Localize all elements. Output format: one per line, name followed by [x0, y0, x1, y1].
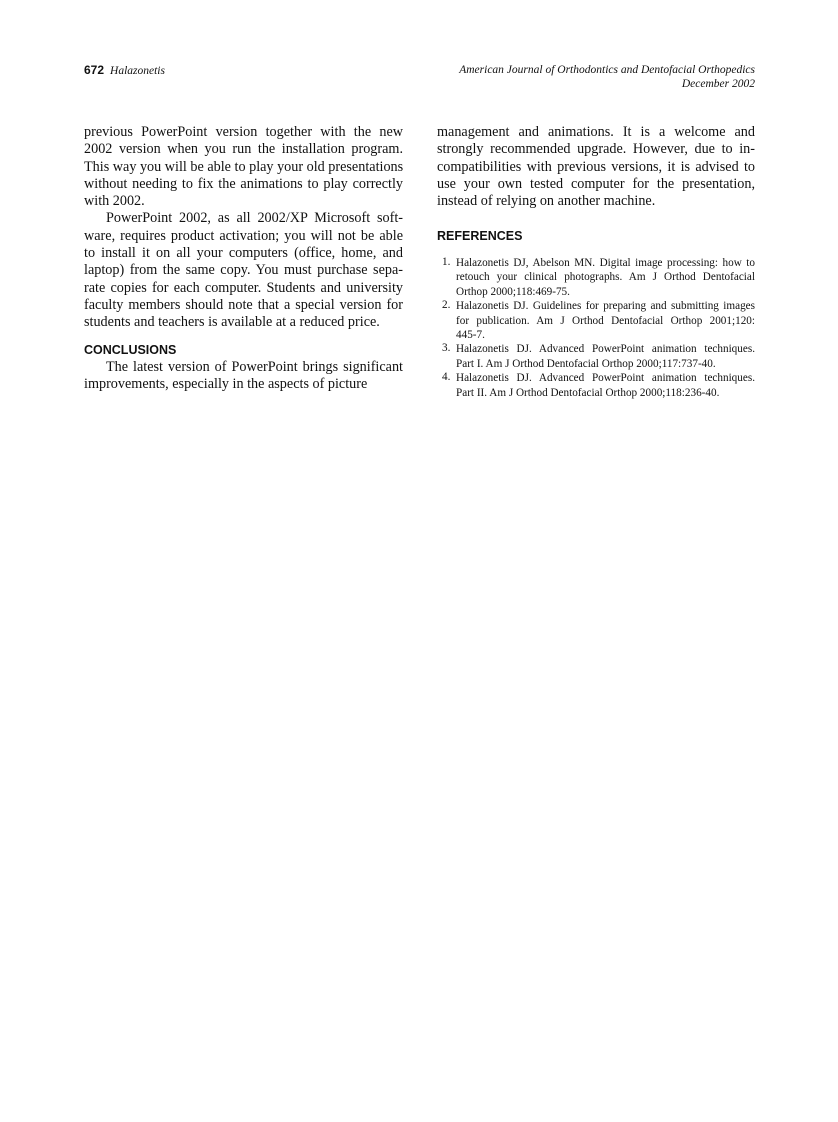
- paragraph-line: use your own tested computer for the presentation,: [437, 175, 755, 192]
- reference-number: 3.: [442, 342, 451, 355]
- right-column: [437, 124, 755, 210]
- reference-line: for publication. Am J Orthod Dentofacial Orthop 2001;120:: [456, 314, 755, 327]
- reference-line: Orthop 2000;118:469-75.: [456, 285, 570, 298]
- running-header-right: [459, 63, 755, 91]
- reference-line: 445-7.: [456, 328, 485, 341]
- journal-title: American Journal of Orthodontics and Dentofacial Orthopedics: [459, 64, 755, 76]
- reference-line: Halazonetis DJ. Guidelines for preparing and submitting images: [456, 300, 755, 313]
- paragraph-line: without needing to fix the animations to play correctly: [84, 175, 403, 192]
- reference-line: Part II. Am J Orthod Dentofacial Orthop 2000;118:236-40.: [456, 386, 720, 399]
- paragraph-line: to install it on all your computers (office, home, and: [84, 245, 403, 262]
- issue-date: December 2002: [681, 78, 755, 90]
- reference-number: 1.: [442, 256, 451, 268]
- reference-item: [437, 256, 755, 299]
- paragraph-line: previous PowerPoint version together with the new: [84, 124, 403, 140]
- paragraph-line: The latest version of PowerPoint brings significant: [106, 358, 403, 375]
- paragraph-line: ware, requires product activation; you will not be able: [84, 227, 403, 244]
- paragraph-line: faculty members should note that a special version for: [84, 296, 403, 313]
- reference-number: 4.: [442, 371, 451, 384]
- author-name: Halazonetis: [110, 65, 165, 77]
- conclusions-heading: CONCLUSIONS: [84, 342, 177, 357]
- reference-line: Halazonetis DJ. Advanced PowerPoint animation techniques.: [456, 372, 755, 385]
- paragraph-line: PowerPoint 2002, as all 2002/XP Microsoft soft-: [106, 210, 403, 227]
- reference-number: 2.: [442, 299, 451, 312]
- reference-item: [437, 342, 755, 371]
- paragraph-line: rate copies for each computer. Students and university: [84, 279, 403, 296]
- left-column: [84, 124, 403, 393]
- references-heading: REFERENCES: [437, 229, 523, 243]
- reference-item: [437, 299, 755, 342]
- reference-line: Part I. Am J Orthod Dentofacial Orthop 2000;117:737-40.: [456, 357, 716, 370]
- reference-item: [437, 371, 755, 400]
- reference-line: Halazonetis DJ, Abelson MN. Digital image processing: how to: [456, 257, 755, 269]
- paragraph-line: This way you will be able to play your old presentations: [84, 158, 404, 175]
- paragraph-line: students and teachers is available at a reduced price.: [84, 314, 380, 331]
- reference-line: retouch your clinical photographs. Am J Orthod Dentofacial: [456, 271, 755, 284]
- paragraph-line: instead of relying on another machine.: [437, 193, 656, 210]
- reference-line: Halazonetis DJ. Advanced PowerPoint animation techniques.: [456, 343, 755, 356]
- page-number: 672: [84, 63, 105, 77]
- paragraph-line: strongly recommended upgrade. However, due to in-: [437, 141, 755, 158]
- paragraph-line: management and animations. It is a welcome and: [437, 124, 755, 140]
- paragraph-line: laptop) from the same copy. You must purchase sepa-: [84, 262, 403, 279]
- running-header-left: [84, 63, 165, 77]
- paragraph-line: compatibilities with previous versions, it is advised to: [437, 158, 755, 175]
- paragraph-line: with 2002.: [84, 193, 145, 210]
- references-list: [437, 256, 755, 400]
- paragraph-line: 2002 version when you run the installation program.: [84, 141, 403, 158]
- paragraph-line: improvements, especially in the aspects of picture: [84, 375, 368, 392]
